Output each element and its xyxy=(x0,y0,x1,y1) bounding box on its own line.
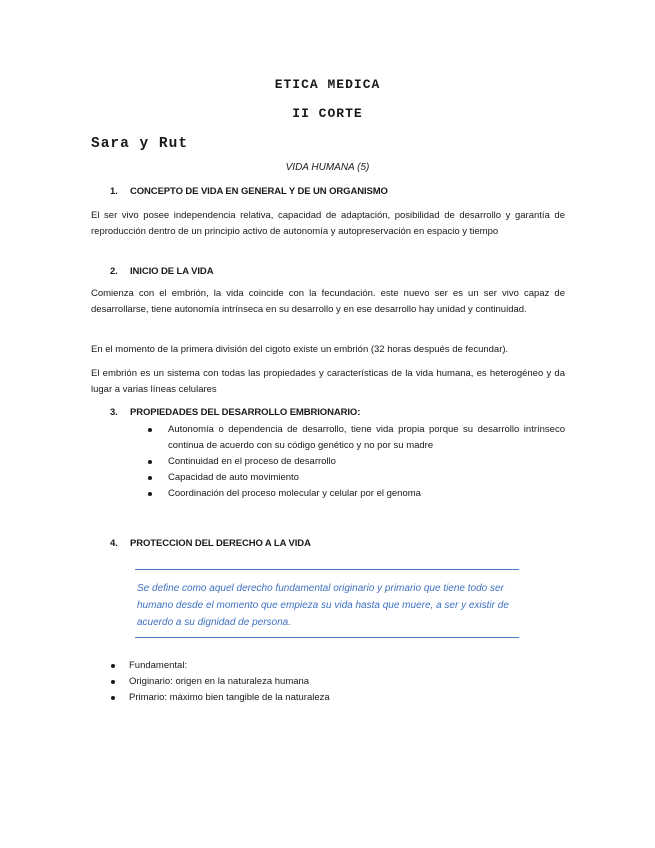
list-item-text: Coordinación del proceso molecular y celular por el genoma xyxy=(168,488,421,499)
section-title: VIDA HUMANA (5) xyxy=(285,162,370,173)
list-item-text: Capacidad de auto movimiento xyxy=(168,472,299,483)
section-heading-text: PROTECCION DEL DERECHO A LA VIDA xyxy=(130,538,311,549)
bullet-icon xyxy=(148,492,152,496)
list-item xyxy=(168,454,565,470)
bullet-icon xyxy=(148,428,152,432)
list-item-text: Continuidad en el proceso de desarrollo xyxy=(168,456,336,467)
section-heading-text: INICIO DE LA VIDA xyxy=(130,266,214,277)
list-item xyxy=(168,422,565,454)
bullet-icon xyxy=(148,476,152,480)
paragraph: El ser vivo posee independencia relativa, capacidad de adaptación, posibilidad de desarrollo y garantía de reproducción dentro de un principio activo de autonomía y autopreservación en espacio y tiempo xyxy=(91,210,565,237)
document-authors: Sara y Rut xyxy=(91,136,189,152)
section-number: 2. xyxy=(110,266,118,277)
quote-bottom-rule xyxy=(135,637,519,638)
section-heading-text: PROPIEDADES DEL DESARROLLO EMBRIONARIO: xyxy=(130,407,361,418)
bullet-icon xyxy=(148,460,152,464)
quote-top-rule xyxy=(135,569,519,570)
section-heading-2 xyxy=(110,266,213,277)
list-item xyxy=(129,674,549,690)
bullet-icon xyxy=(111,680,115,684)
section-number: 3. xyxy=(110,407,118,418)
section-number: 4. xyxy=(110,538,118,549)
section-heading-1 xyxy=(110,186,388,197)
bullet-icon xyxy=(111,696,115,700)
list-item-text: Originario: origen en la naturaleza humana xyxy=(129,676,310,687)
paragraph: Comienza con el embrión, la vida coincide con la fecundación. este nuevo ser es un ser vivo capaz de desarrollarse, tiene autonomía intrínseca en su desarrollo y en ese desarrollo hay unidad y continuidad. xyxy=(91,288,565,315)
right-to-life-list xyxy=(129,658,549,706)
list-item-text: Autonomía o dependencia de desarrollo, tiene vida propia porque su desarrollo intrínseco continua de acuerdo con su código genético y no por su madre xyxy=(168,424,565,451)
list-item xyxy=(168,486,565,502)
quote-text: Se define como aquel derecho fundamental originario y primario que tiene todo ser humano desde el momento que empieza su vida hasta que muere, a ser y existir de acuerdo a su dignidad de persona. xyxy=(137,583,509,628)
list-item xyxy=(129,690,549,706)
document-title: ETICA MEDICA xyxy=(274,77,381,92)
section-heading-text: CONCEPTO DE VIDA EN GENERAL Y DE UN ORGANISMO xyxy=(130,186,388,197)
list-item-text: Primario: máximo bien tangible de la naturaleza xyxy=(129,692,330,703)
properties-list xyxy=(168,422,565,502)
section-number: 1. xyxy=(110,186,118,197)
document-subtitle: II CORTE xyxy=(292,106,363,121)
bullet-icon xyxy=(111,664,115,668)
list-item xyxy=(129,658,549,674)
paragraph: El embrión es un sistema con todas las propiedades y características de la vida humana, es heterogéneo y da lugar a varias líneas celulares xyxy=(91,368,565,395)
section-heading-4 xyxy=(110,538,311,549)
paragraph: En el momento de la primera división del cigoto existe un embrión (32 horas después de fecundar). xyxy=(91,344,509,355)
list-item-text: Fundamental: xyxy=(129,660,188,671)
section-heading-3 xyxy=(110,407,360,418)
list-item xyxy=(168,470,565,486)
